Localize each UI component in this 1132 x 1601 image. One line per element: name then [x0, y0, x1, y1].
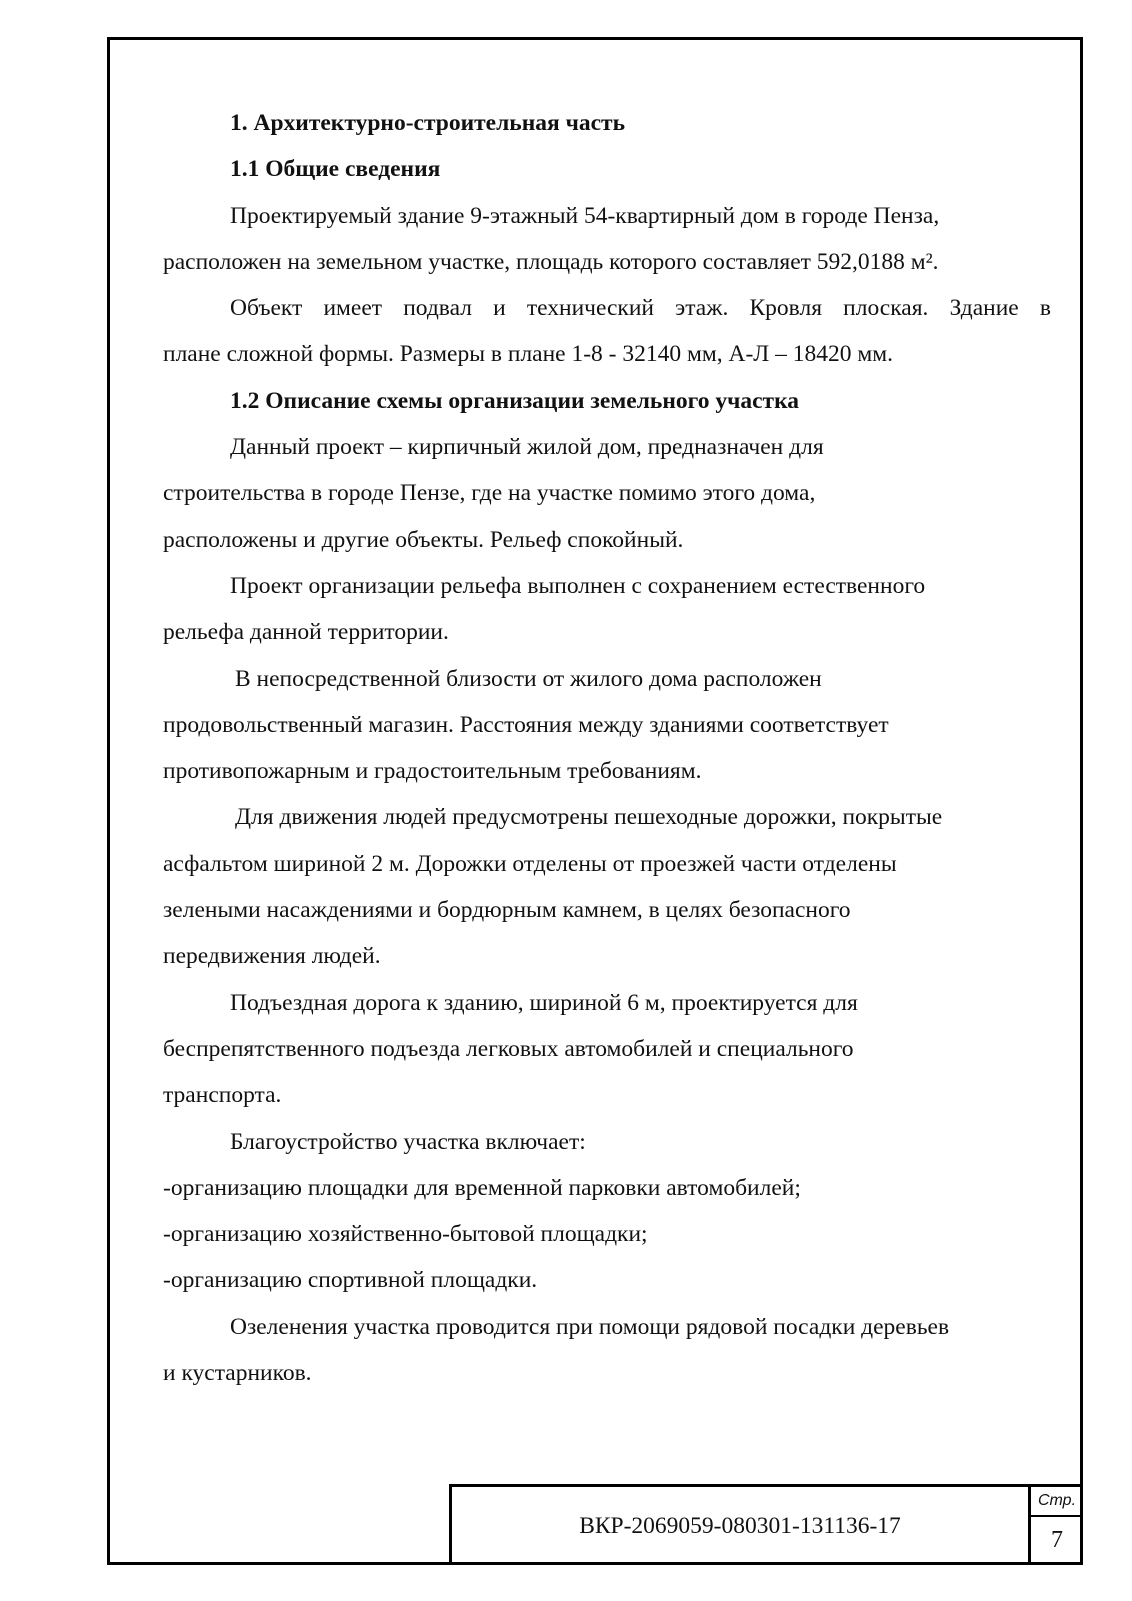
paragraph-line: Проект организации рельефа выполнен с сохранением естественного: [230, 572, 926, 599]
list-item: -организацию хозяйственно-бытовой площадки;: [163, 1221, 648, 1248]
paragraph-line: противопожарным и градостоительным требованиям.: [163, 758, 702, 785]
document-code: ВКР-2069059-080301-131136-17: [579, 1512, 901, 1539]
paragraph-line: Проектируемый здание 9-этажный 54-квартирный дом в городе Пенза,: [230, 202, 940, 229]
page-number: 7: [1051, 1527, 1063, 1553]
paragraph-line: передвижения людей.: [163, 943, 381, 970]
paragraph-line: строительства в городе Пензе, где на участке помимо этого дома,: [163, 480, 816, 507]
paragraph-line: продовольственный магазин. Расстояния между зданиями соответствует: [163, 711, 889, 738]
paragraph-line: транспорта.: [163, 1082, 282, 1109]
title-block: [449, 1484, 1083, 1565]
paragraph-line: расположены и другие объекты. Рельеф спокойный.: [163, 526, 684, 553]
paragraph-line: Для движения людей предусмотрены пешеходные дорожки, покрытые: [235, 804, 943, 831]
paragraph-line: Объект имеет подвал и технический этаж. Кровля плоская. Здание в: [230, 295, 1051, 322]
list-item: -организацию площадки для временной парковки автомобилей;: [163, 1174, 801, 1201]
paragraph-line: Озеленения участка проводится при помощи рядовой посадки деревьев: [230, 1313, 950, 1340]
paragraph-line: зелеными насаждениями и бордюрным камнем, в целях безопасного: [163, 897, 851, 924]
paragraph-line: асфальтом шириной 2 м. Дорожки отделены от проезжей части отделены: [163, 850, 897, 877]
subsection-heading-general: 1.1 Общие сведения: [230, 156, 441, 183]
paragraph-line: Подъездная дорога к зданию, шириной 6 м, проектируется для: [230, 989, 858, 1016]
page-box: [1028, 1487, 1083, 1565]
paragraph-line: рельефа данной территории.: [163, 619, 449, 646]
page-label: Стр.: [1031, 1487, 1083, 1517]
section-heading: 1. Архитектурно-строительная часть: [230, 110, 626, 136]
paragraph-line: и кустарников.: [163, 1360, 312, 1387]
paragraph-line: Данный проект – кирпичный жилой дом, предназначен для: [230, 434, 824, 461]
list-item: -организацию спортивной площадки.: [163, 1267, 538, 1294]
subsection-heading-site-layout: 1.2 Описание схемы организации земельного участка: [230, 387, 800, 414]
document-body: [163, 100, 1051, 1396]
paragraph-line: расположен на земельном участке, площадь которого составляет 592,0188 м².: [163, 248, 939, 275]
paragraph-line: В непосредственной близости от жилого дома расположен: [235, 665, 822, 692]
paragraph-line: плане сложной формы. Размеры в плане 1-8 - 32140 мм, А-Л – 18420 мм.: [163, 341, 893, 368]
paragraph-line: беспрепятственного подъезда легковых автомобилей и специального: [163, 1035, 854, 1062]
paragraph-line: Благоустройство участка включает:: [230, 1128, 586, 1155]
